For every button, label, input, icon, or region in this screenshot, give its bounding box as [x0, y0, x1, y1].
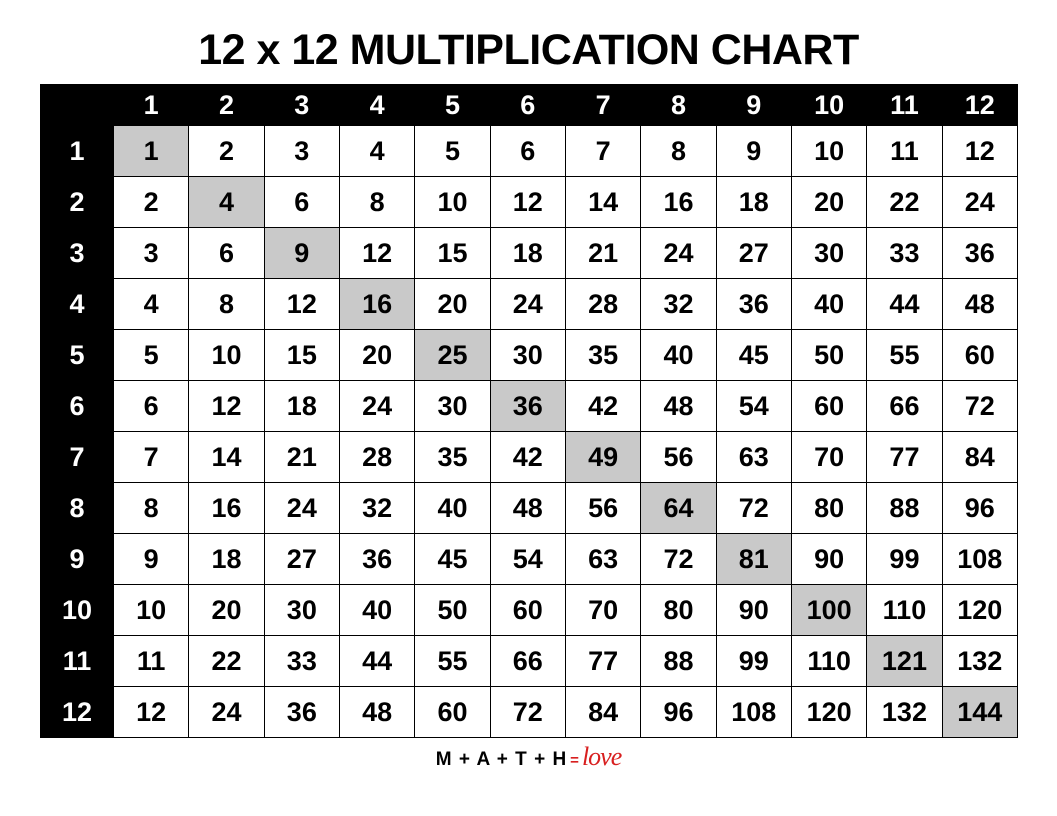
product-cell: 36 — [264, 687, 339, 738]
product-cell: 28 — [339, 432, 414, 483]
table-row — [41, 126, 1018, 177]
product-cell: 48 — [339, 687, 414, 738]
product-cell: 77 — [867, 432, 942, 483]
row-header-8: 8 — [41, 483, 114, 534]
product-cell: 121 — [867, 636, 942, 687]
product-cell: 49 — [565, 432, 640, 483]
table-row — [41, 483, 1018, 534]
product-cell: 18 — [264, 381, 339, 432]
table-row — [41, 534, 1018, 585]
product-cell: 16 — [189, 483, 264, 534]
product-cell: 99 — [716, 636, 791, 687]
row-header-6: 6 — [41, 381, 114, 432]
product-cell: 60 — [415, 687, 490, 738]
product-cell: 21 — [565, 228, 640, 279]
row-header-4: 4 — [41, 279, 114, 330]
row-header-11: 11 — [41, 636, 114, 687]
column-header-9: 9 — [716, 85, 791, 126]
product-cell: 24 — [490, 279, 565, 330]
product-cell: 8 — [641, 126, 716, 177]
product-cell: 30 — [264, 585, 339, 636]
product-cell: 64 — [641, 483, 716, 534]
product-cell: 5 — [415, 126, 490, 177]
product-cell: 40 — [791, 279, 866, 330]
column-header-5: 5 — [415, 85, 490, 126]
product-cell: 27 — [716, 228, 791, 279]
product-cell: 35 — [415, 432, 490, 483]
product-cell: 10 — [114, 585, 189, 636]
product-cell: 90 — [791, 534, 866, 585]
product-cell: 70 — [791, 432, 866, 483]
column-header-11: 11 — [867, 85, 942, 126]
product-cell: 88 — [641, 636, 716, 687]
product-cell: 27 — [264, 534, 339, 585]
product-cell: 40 — [415, 483, 490, 534]
column-header-12: 12 — [942, 85, 1017, 126]
product-cell: 108 — [942, 534, 1017, 585]
product-cell: 88 — [867, 483, 942, 534]
product-cell: 12 — [264, 279, 339, 330]
column-header-8: 8 — [641, 85, 716, 126]
product-cell: 110 — [791, 636, 866, 687]
product-cell: 36 — [490, 381, 565, 432]
row-header-5: 5 — [41, 330, 114, 381]
product-cell: 77 — [565, 636, 640, 687]
product-cell: 4 — [339, 126, 414, 177]
table-row — [41, 330, 1018, 381]
product-cell: 32 — [339, 483, 414, 534]
product-cell: 40 — [641, 330, 716, 381]
corner-cell — [41, 85, 114, 126]
footer-equals-sign: = — [570, 752, 579, 769]
product-cell: 8 — [189, 279, 264, 330]
product-cell: 6 — [189, 228, 264, 279]
row-header-7: 7 — [41, 432, 114, 483]
product-cell: 9 — [716, 126, 791, 177]
product-cell: 11 — [114, 636, 189, 687]
table-body — [41, 126, 1018, 738]
product-cell: 14 — [565, 177, 640, 228]
row-header-10: 10 — [41, 585, 114, 636]
product-cell: 12 — [490, 177, 565, 228]
product-cell: 36 — [716, 279, 791, 330]
product-cell: 54 — [716, 381, 791, 432]
product-cell: 30 — [490, 330, 565, 381]
row-header-12: 12 — [41, 687, 114, 738]
product-cell: 72 — [716, 483, 791, 534]
product-cell: 3 — [114, 228, 189, 279]
header-row — [41, 85, 1018, 126]
product-cell: 42 — [490, 432, 565, 483]
product-cell: 70 — [565, 585, 640, 636]
column-header-3: 3 — [264, 85, 339, 126]
product-cell: 20 — [415, 279, 490, 330]
product-cell: 55 — [867, 330, 942, 381]
row-header-1: 1 — [41, 126, 114, 177]
product-cell: 36 — [942, 228, 1017, 279]
product-cell: 60 — [791, 381, 866, 432]
product-cell: 60 — [942, 330, 1017, 381]
product-cell: 40 — [339, 585, 414, 636]
product-cell: 56 — [641, 432, 716, 483]
product-cell: 24 — [189, 687, 264, 738]
product-cell: 28 — [565, 279, 640, 330]
page-title: 12 x 12 MULTIPLICATION CHART — [198, 26, 859, 74]
product-cell: 84 — [942, 432, 1017, 483]
footer-love-text: love — [581, 742, 622, 771]
product-cell: 55 — [415, 636, 490, 687]
product-cell: 24 — [942, 177, 1017, 228]
column-header-1: 1 — [114, 85, 189, 126]
product-cell: 18 — [490, 228, 565, 279]
product-cell: 21 — [264, 432, 339, 483]
product-cell: 44 — [339, 636, 414, 687]
product-cell: 8 — [339, 177, 414, 228]
product-cell: 110 — [867, 585, 942, 636]
product-cell: 4 — [114, 279, 189, 330]
product-cell: 108 — [716, 687, 791, 738]
product-cell: 72 — [942, 381, 1017, 432]
table-header — [41, 85, 1018, 126]
product-cell: 25 — [415, 330, 490, 381]
product-cell: 10 — [415, 177, 490, 228]
product-cell: 72 — [490, 687, 565, 738]
product-cell: 132 — [867, 687, 942, 738]
product-cell: 6 — [114, 381, 189, 432]
product-cell: 1 — [114, 126, 189, 177]
table-row — [41, 585, 1018, 636]
table-row — [41, 687, 1018, 738]
product-cell: 44 — [867, 279, 942, 330]
product-cell: 15 — [415, 228, 490, 279]
product-cell: 144 — [942, 687, 1017, 738]
product-cell: 10 — [189, 330, 264, 381]
product-cell: 20 — [189, 585, 264, 636]
product-cell: 72 — [641, 534, 716, 585]
product-cell: 18 — [716, 177, 791, 228]
product-cell: 33 — [867, 228, 942, 279]
column-header-7: 7 — [565, 85, 640, 126]
product-cell: 20 — [339, 330, 414, 381]
row-header-9: 9 — [41, 534, 114, 585]
product-cell: 120 — [791, 687, 866, 738]
product-cell: 132 — [942, 636, 1017, 687]
product-cell: 5 — [114, 330, 189, 381]
product-cell: 45 — [415, 534, 490, 585]
product-cell: 54 — [490, 534, 565, 585]
product-cell: 90 — [716, 585, 791, 636]
product-cell: 33 — [264, 636, 339, 687]
table-row — [41, 228, 1018, 279]
column-header-10: 10 — [791, 85, 866, 126]
product-cell: 18 — [189, 534, 264, 585]
table-row — [41, 177, 1018, 228]
product-cell: 30 — [415, 381, 490, 432]
product-cell: 60 — [490, 585, 565, 636]
row-header-3: 3 — [41, 228, 114, 279]
product-cell: 16 — [641, 177, 716, 228]
product-cell: 48 — [942, 279, 1017, 330]
product-cell: 8 — [114, 483, 189, 534]
product-cell: 22 — [867, 177, 942, 228]
table-row — [41, 636, 1018, 687]
product-cell: 96 — [641, 687, 716, 738]
chart-grid-container — [40, 84, 1018, 738]
product-cell: 84 — [565, 687, 640, 738]
row-header-2: 2 — [41, 177, 114, 228]
product-cell: 48 — [641, 381, 716, 432]
product-cell: 100 — [791, 585, 866, 636]
product-cell: 81 — [716, 534, 791, 585]
product-cell: 66 — [490, 636, 565, 687]
product-cell: 80 — [641, 585, 716, 636]
product-cell: 24 — [641, 228, 716, 279]
product-cell: 7 — [114, 432, 189, 483]
product-cell: 6 — [490, 126, 565, 177]
product-cell: 96 — [942, 483, 1017, 534]
product-cell: 42 — [565, 381, 640, 432]
product-cell: 4 — [189, 177, 264, 228]
column-header-2: 2 — [189, 85, 264, 126]
product-cell: 50 — [791, 330, 866, 381]
product-cell: 63 — [565, 534, 640, 585]
product-cell: 12 — [339, 228, 414, 279]
product-cell: 45 — [716, 330, 791, 381]
product-cell: 7 — [565, 126, 640, 177]
multiplication-table — [40, 84, 1018, 738]
product-cell: 48 — [490, 483, 565, 534]
product-cell: 35 — [565, 330, 640, 381]
product-cell: 24 — [339, 381, 414, 432]
product-cell: 12 — [189, 381, 264, 432]
footer — [0, 742, 1057, 772]
table-row — [41, 279, 1018, 330]
product-cell: 15 — [264, 330, 339, 381]
product-cell: 10 — [791, 126, 866, 177]
product-cell: 9 — [264, 228, 339, 279]
product-cell: 14 — [189, 432, 264, 483]
product-cell: 99 — [867, 534, 942, 585]
product-cell: 16 — [339, 279, 414, 330]
product-cell: 32 — [641, 279, 716, 330]
product-cell: 50 — [415, 585, 490, 636]
product-cell: 63 — [716, 432, 791, 483]
column-header-6: 6 — [490, 85, 565, 126]
product-cell: 11 — [867, 126, 942, 177]
table-row — [41, 432, 1018, 483]
product-cell: 24 — [264, 483, 339, 534]
table-row — [41, 381, 1018, 432]
product-cell: 120 — [942, 585, 1017, 636]
product-cell: 3 — [264, 126, 339, 177]
product-cell: 2 — [114, 177, 189, 228]
column-header-4: 4 — [339, 85, 414, 126]
product-cell: 20 — [791, 177, 866, 228]
footer-math-text: M + A + T + H — [435, 749, 568, 770]
product-cell: 2 — [189, 126, 264, 177]
product-cell: 66 — [867, 381, 942, 432]
product-cell: 6 — [264, 177, 339, 228]
product-cell: 30 — [791, 228, 866, 279]
product-cell: 22 — [189, 636, 264, 687]
product-cell: 12 — [942, 126, 1017, 177]
product-cell: 12 — [114, 687, 189, 738]
product-cell: 36 — [339, 534, 414, 585]
product-cell: 9 — [114, 534, 189, 585]
product-cell: 80 — [791, 483, 866, 534]
product-cell: 56 — [565, 483, 640, 534]
